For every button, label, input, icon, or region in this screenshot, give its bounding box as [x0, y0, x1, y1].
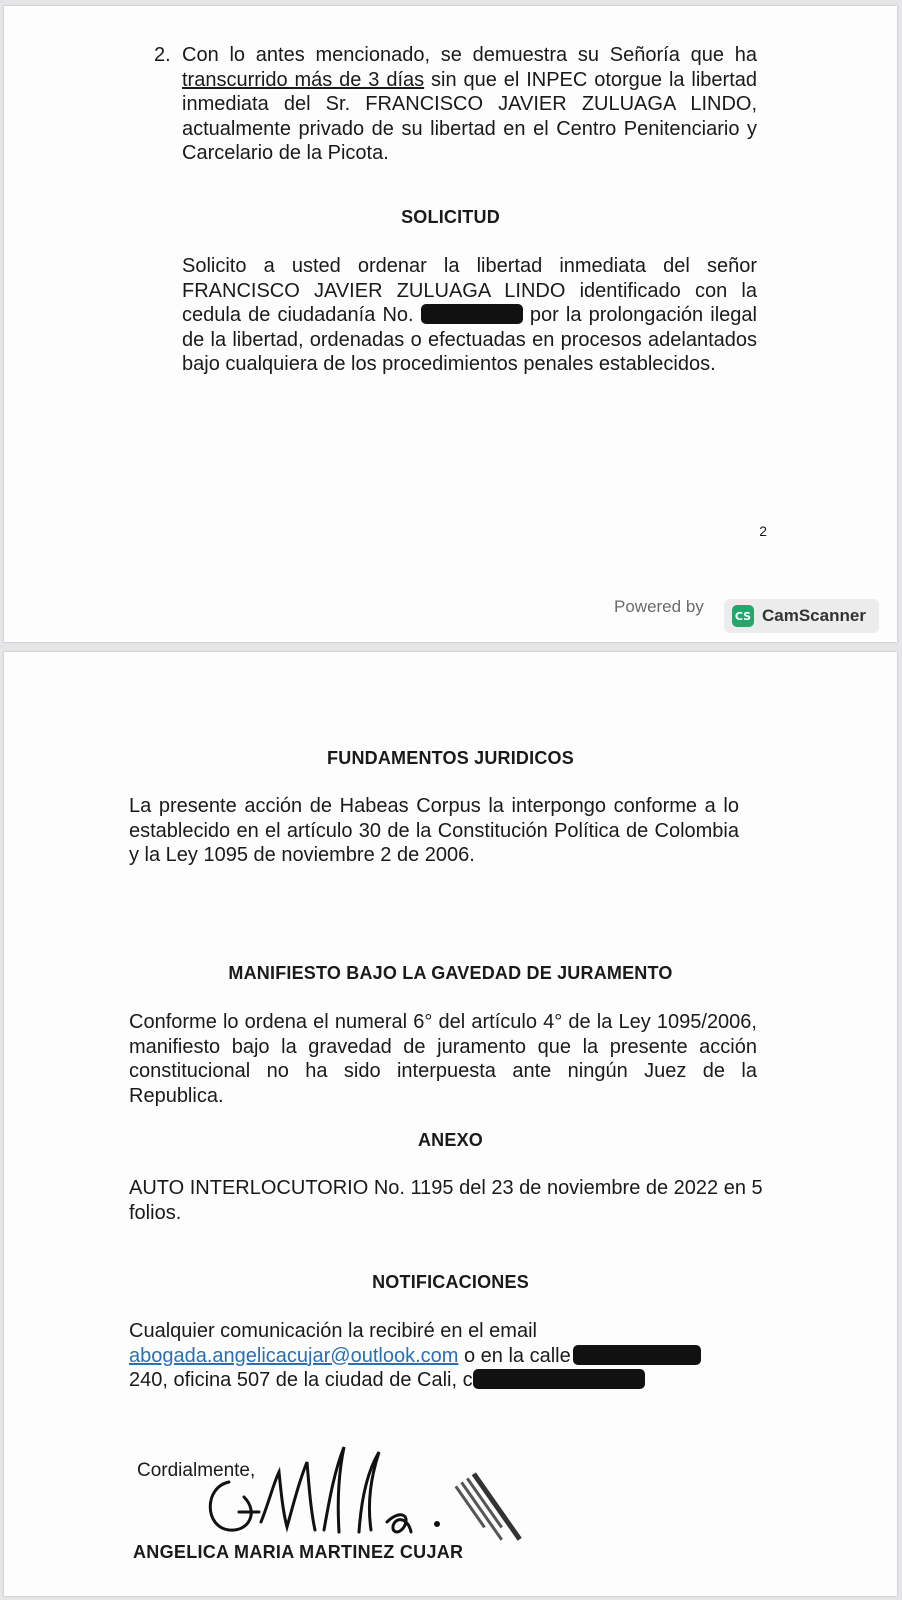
paragraph-item-2	[182, 43, 757, 166]
document-page-1	[4, 6, 897, 642]
fundamentos-paragraph: La presente acción de Habeas Corpus la interpongo conforme a lo establecido en el artículo 30 de la Constitución Política de Colombia y la Ley 1095 de noviembre 2 de 2006.	[129, 795, 739, 866]
anexo-heading: ANEXO	[417, 1130, 483, 1150]
signature-stamp	[444, 1472, 534, 1552]
camscanner-badge	[724, 599, 879, 633]
redaction-bar	[473, 1369, 645, 1389]
camscanner-logo-icon: CS	[732, 605, 754, 627]
redaction-bar	[421, 304, 523, 324]
document-page-2	[4, 652, 897, 1596]
paragraph-text: sin que el INPEC otorgue la libertad inmediata del Sr. FRANCISCO JAVIER ZULUAGA LINDO, actualmente privado de su libertad en el Centro Penitenciario y Carcelario de la Picota.	[182, 68, 757, 164]
notificaciones-heading: NOTIFICACIONES	[372, 1272, 529, 1292]
camscanner-name: CamScanner	[762, 606, 866, 625]
redaction-bar	[573, 1345, 701, 1365]
anexo-paragraph: AUTO INTERLOCUTORIO No. 1195 del 23 de noviembre de 2022 en 5 folios.	[129, 1177, 763, 1224]
notif-line-3	[129, 1368, 779, 1393]
signer-name: ANGELICA MARIA MARTINEZ CUJAR	[133, 1542, 464, 1562]
email-link[interactable]: abogada.angelicacujar@outlook.com	[129, 1344, 459, 1367]
cropped-text-fragment	[199, 6, 289, 8]
paragraph-text: Con lo antes mencionado, se demuestra su Señoría que ha	[182, 44, 757, 66]
address-text: 240, oficina 507 de la ciudad de Cali, c	[129, 1369, 473, 1391]
closing-salutation: Cordialmente,	[137, 1460, 256, 1481]
address-text: o en la calle	[458, 1344, 571, 1367]
list-item-number: 2.	[154, 44, 171, 66]
fundamentos-heading: FUNDAMENTOS JURIDICOS	[327, 748, 574, 768]
notif-line-1: Cualquier comunicación la recibiré en el email	[129, 1320, 537, 1342]
handwritten-signature	[199, 1442, 459, 1552]
manifiesto-paragraph: Conforme lo ordena el numeral 6° del artículo 4° de la Ley 1095/2006, manifiesto bajo la gravedad de juramento que la presente acción constitucional no ha sido interpuesta ante ningún Juez de la Republica.	[129, 1011, 757, 1107]
powered-by-label: Powered by	[614, 597, 704, 616]
notif-line-2	[129, 1344, 779, 1369]
manifiesto-heading: MANIFIESTO BAJO LA GAVEDAD DE JURAMENTO	[228, 963, 673, 983]
page-number: 2	[759, 523, 767, 539]
underlined-phrase: transcurrido más de 3 días	[182, 68, 425, 91]
notificaciones-paragraph	[129, 1319, 779, 1393]
solicitud-heading: SOLICITUD	[401, 207, 500, 227]
solicitud-paragraph	[182, 254, 757, 377]
paragraph-text: Solicito a usted ordenar la libertad inmediata del señor FRANCISCO JAVIER ZULUAGA LINDO identificado con la cedula de ciudadanía No.	[182, 255, 757, 326]
paragraph-text: por la prolongación ilegal de la libertad, ordenadas o efectuadas en procesos adelantados bajo cualquiera de los procedimientos penales establecidos.	[182, 304, 757, 375]
